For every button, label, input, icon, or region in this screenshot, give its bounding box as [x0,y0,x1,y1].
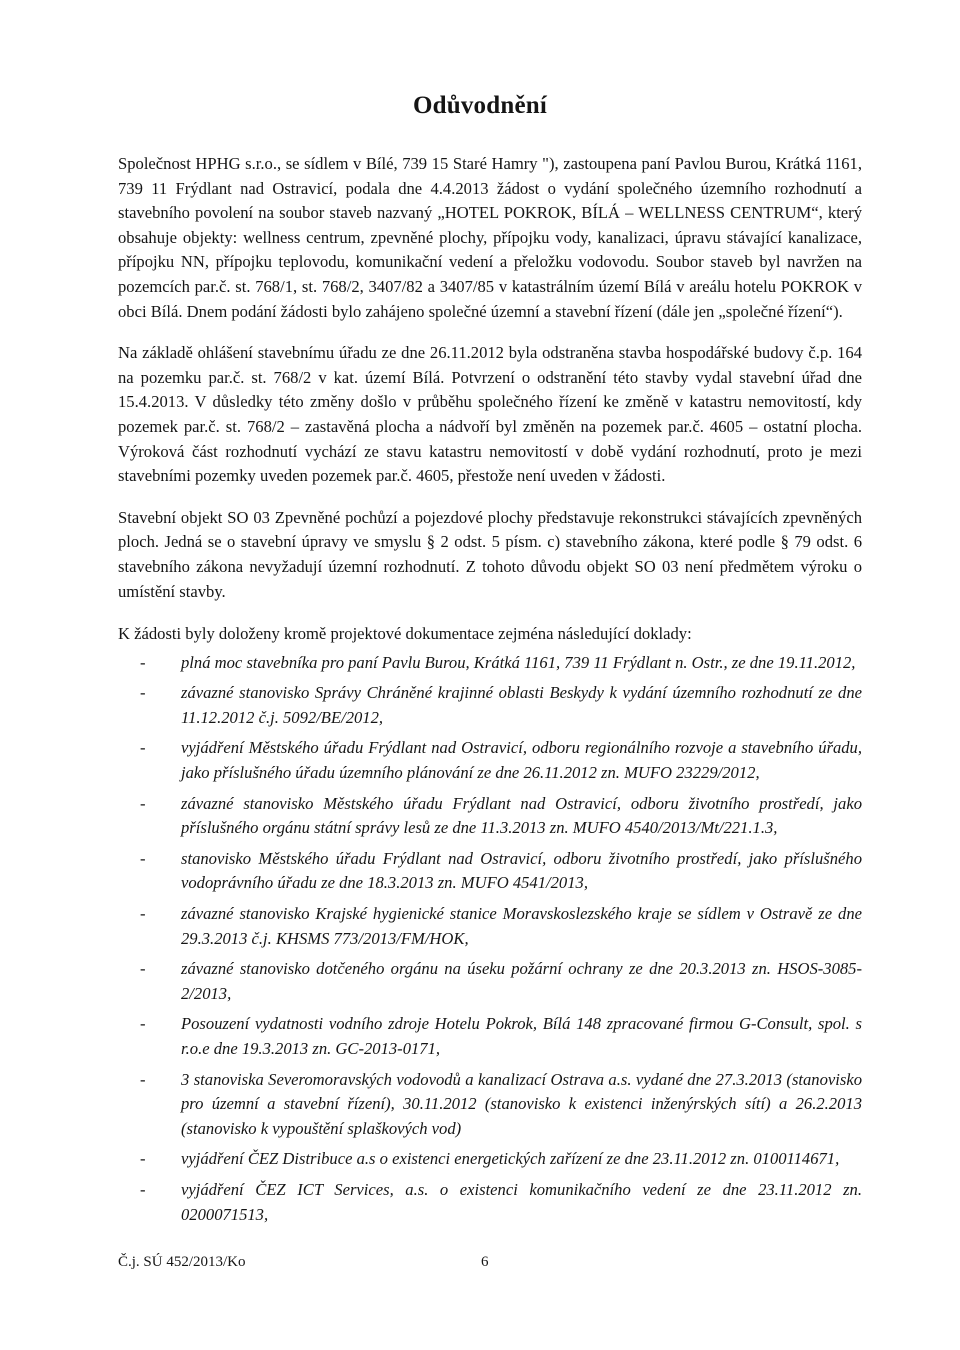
list-item: - plná moc stavebníka pro paní Pavlu Burou, Krátká 1161, 739 11 Frýdlant n. Ostr., ze dne 19.11.2012, [118,651,862,676]
paragraph-application: Společnost HPHG s.r.o., se sídlem v Bílé, 739 15 Staré Hamry "), zastoupena paní Pavlou Burou, Krátká 1161, 739 11 Frýdlant nad Ostravicí, podala dne 4.4.2013 žádost o vydání společného územního rozhodnutí a stavebního povolení na soubor staveb nazvaný „HOTEL POKROK, BÍLÁ – WELLNESS CENTRUM“, který obsahuje objekty: wellness centrum, zpevněné plochy, přípojku vody, kanalizaci, úpravu stávající kanalizace, přípojku NN, přípojku teplovodu, komunikační vedení a přeložku vodovodu. Soubor staveb byl navržen na pozemcích par.č. st. 768/1, st. 768/2, 3407/82 a 3407/85 v katastrálním území Bílá v areálu hotelu POKROK v obci Bílá. Dnem podání žádosti bylo zahájeno společné územní a stavební řízení (dále jen „společné řízení“). [118,154,862,321]
list-item: - 3 stanoviska Severomoravských vodovodů a kanalizací Ostrava a.s. vydané dne 27.3.2013 (stanovisko pro územní a stavební řízení), 30.11.2012 (stanovisko k existenci inženýrských sítí) a 26.2.2013 (stanovisko k vypouštění splaškových vod) [140,1069,862,1138]
list-item: - závazné stanovisko dotčeného orgánu na úseku požární ochrany ze dne 20.3.2013 zn. HSOS-3085-2/2013, [140,959,862,1003]
list-item: - závazné stanovisko Krajské hygienické stanice Moravskoslezského kraje se sídlem v Ostravě ze dne 29.3.2013 č.j. KHSMS 773/2013/FM/HOK, [140,904,862,948]
list-item: - vyjádření ČEZ Distribuce a.s o existenci energetických zařízení ze dne 23.11.2012 zn. 0100114671, [118,1147,862,1172]
reference-number: Č.j. SÚ 452/2013/Ko [118,1254,246,1270]
list-dash: - [140,848,146,868]
list-dash: - [140,683,146,703]
list-dash: - [140,959,146,979]
list-dash: - [140,738,146,758]
list-dash: - [140,652,146,672]
list-item: - vyjádření ČEZ ICT Services, a.s. o existenci komunikačního vedení ze dne 23.11.2012 zn. 0200071513, [140,1179,862,1224]
list-dash: - [140,793,146,813]
paragraph-demolition: Na základě ohlášení stavebnímu úřadu ze dne 26.11.2012 byla odstraněna stavba hospodářské budovy č.p. 164 na pozemku par.č. st. 768/2 v kat. území Bílá. Potvrzení o odstranění této stavby vydal stavební úřad dne 15.4.2013. V důsledky této změny došlo v průběhu společného řízení ke změně v katastru nemovitostí, kdy pozemek par.č. st. 768/2 – zastavěná plocha a nádvoří byl změněn na pozemek par.č. 4605 – ostatní plocha. Výroková část rozhodnutí vychází ze stavu katastru nemovitostí v době vydání rozhodnutí, proto je mezi stavebními pozemky uveden pozemek par.č. 4605, přestože není uveden v žádosti. [118,343,862,486]
list-dash: - [140,904,146,924]
list-item: - závazné stanovisko Městského úřadu Frýdlant nad Ostravicí, odboru životního prostředí, jako příslušného orgánu státní správy lesů ze dne 11.3.2013 zn. MUFO 4540/2013/Mt/221.1.3, [140,793,862,838]
document-body [118,152,862,1233]
page-number: 6 [481,1254,489,1270]
list-intro: K žádosti byly doloženy kromě projektové dokumentace zejména následující doklady: [118,624,692,644]
list-dash: - [140,1179,146,1199]
paragraph-so03: Stavební objekt SO 03 Zpevněné pochůzí a pojezdové plochy představuje rekonstrukci stávajících zpevněných ploch. Jedná se o stavební úpravy ve smyslu § 2 odst. 5 písm. c) stavebního zákona, které podle § 79 odst. 6 stavebního zákona nevyžadují územní rozhodnutí. Z tohoto důvodu objekt SO 03 není předmětem výroku o umístění stavby. [118,507,862,601]
list-dash: - [140,1014,146,1034]
list-item: - vyjádření Městského úřadu Frýdlant nad Ostravicí, odboru regionálního rozvoje a stavebního úřadu, jako příslušného úřadu územního plánování ze dne 26.11.2012 zn. MUFO 23229/2012, [140,738,862,783]
document-title: Odůvodnění [412,92,547,119]
list-item: - závazné stanovisko Správy Chráněné krajinné oblasti Beskydy k vydání územního rozhodnutí ze dne 11.12.2012 č.j. 5092/BE/2012, [140,683,862,727]
list-item: - stanovisko Městského úřadu Frýdlant nad Ostravicí, odboru životního prostředí, jako příslušného vodoprávního úřadu ze dne 18.3.2013 zn. MUFO 4541/2013, [140,848,862,893]
list-dash: - [140,1149,146,1169]
list-dash: - [140,1069,146,1089]
documents-list [118,651,862,1227]
list-item: - Posouzení vydatnosti vodního zdroje Hotelu Pokrok, Bílá 148 zpracované firmou G-Consult, spol. s r.o.e dne 19.3.2013 zn. GC-2013-0171, [140,1014,862,1058]
